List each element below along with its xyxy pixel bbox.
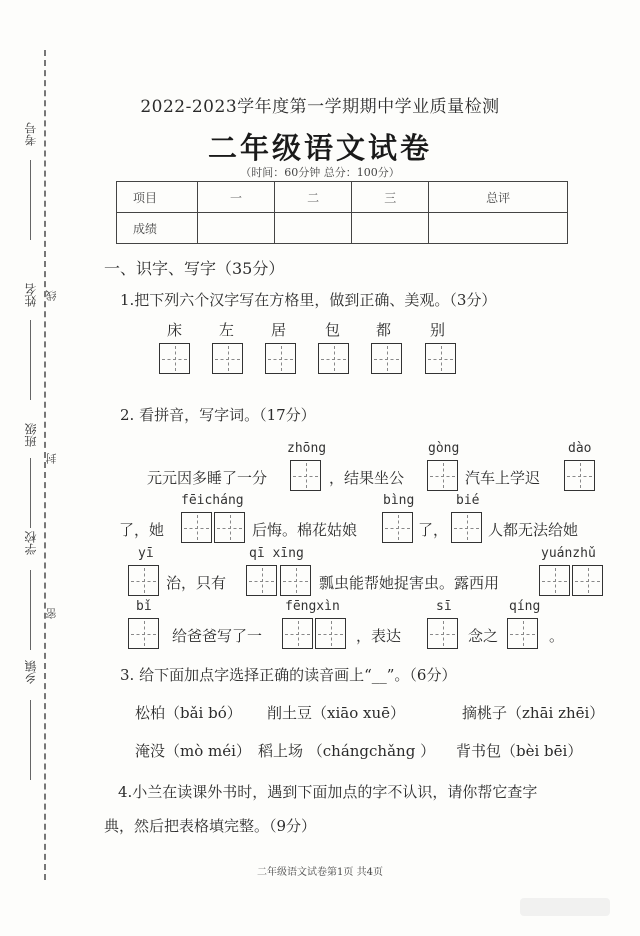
score-input-cell[interactable] (275, 213, 352, 244)
writing-grid-box[interactable] (159, 343, 190, 374)
q1-char: 都 (376, 321, 392, 339)
writing-grid-box[interactable] (246, 565, 277, 596)
q3-option: 稻上场 （chángchǎng ） (258, 742, 436, 760)
secret-mark: 密 (45, 608, 58, 619)
town-label: 乡镇 (24, 660, 38, 684)
pinyin-qing: qíng (509, 599, 541, 614)
q2-text: 汽车上学迟 (465, 469, 541, 487)
question-4-line1: 4.小兰在读课外书时，遇到下面加点的字不认识，请你帮它查字 (118, 783, 538, 801)
question-3: 3. 给下面加点字选择正确的读音画上“__”。（6分） (120, 666, 457, 684)
writing-grid-box[interactable] (507, 618, 538, 649)
q3-option: 摘桃子（zhāi zhēi） (462, 704, 605, 722)
writing-grid-box[interactable] (280, 565, 311, 596)
pinyin-feichang: fēicháng (181, 493, 244, 508)
watermark-blur (520, 898, 610, 916)
score-header-cell: 项目 (117, 182, 198, 213)
score-table-row (117, 213, 568, 244)
question-1: 1.把下列六个汉字写在方格里，做到正确、美观。（3分） (120, 291, 497, 309)
pinyin-gong: gòng (428, 441, 460, 456)
score-header-cell: 一 (198, 182, 275, 213)
writing-grid-box[interactable] (539, 565, 570, 596)
writing-grid-box[interactable] (382, 512, 413, 543)
line-mark: 线 (45, 290, 58, 301)
name-label: 姓名 (24, 283, 38, 307)
writing-grid-box[interactable] (181, 512, 212, 543)
writing-grid-box[interactable] (212, 343, 243, 374)
q1-char: 左 (219, 321, 235, 339)
pinyin-bi: bǐ (136, 599, 152, 614)
pinyin-bie: bié (456, 493, 480, 508)
q2-text: ，表达 (356, 627, 402, 645)
q1-char: 别 (430, 321, 446, 339)
name-rule (30, 320, 31, 400)
question-2: 2. 看拼音，写字词。（17分） (120, 406, 316, 424)
school-rule (30, 570, 31, 650)
page-footer: 二年级语文试卷第1页 共4页 (257, 867, 383, 878)
q2-text: 了， (418, 521, 449, 539)
pinyin-zhong: zhōng (287, 441, 327, 456)
q1-char: 居 (271, 321, 287, 339)
section-heading: 一、识字、写字（35分） (104, 259, 285, 278)
q2-text: 。 (549, 627, 565, 645)
class-label: 班级 (24, 423, 38, 447)
writing-grid-box[interactable] (128, 618, 159, 649)
class-rule (30, 458, 31, 528)
q2-text: ，结果坐公 (329, 469, 405, 487)
town-rule (30, 700, 31, 780)
time-info: （时间：60分钟 总分：100分） (240, 166, 400, 179)
q3-option: 淹没（mò méi） (135, 742, 251, 760)
q2-text: 治，只有 (166, 574, 227, 592)
exam-title: 二年级语文试卷 (207, 131, 432, 165)
q2-text: 元元因多睡了一分 (147, 469, 268, 487)
writing-grid-box[interactable] (427, 460, 458, 491)
writing-grid-box[interactable] (425, 343, 456, 374)
pinyin-si: sī (436, 599, 452, 614)
q2-text: 给爸爸写了一 (172, 627, 263, 645)
q2-text: 念之 (468, 627, 499, 645)
score-header-cell: 二 (275, 182, 352, 213)
score-header-cell: 三 (352, 182, 429, 213)
score-input-cell[interactable] (198, 213, 275, 244)
writing-grid-box[interactable] (315, 618, 346, 649)
writing-grid-box[interactable] (128, 565, 159, 596)
pinyin-fengxin: fēngxìn (285, 599, 340, 614)
writing-grid-box[interactable] (318, 343, 349, 374)
pinyin-qixing: qī xīng (249, 546, 304, 561)
exam-subtitle: 2022-2023学年度第一学期期中学业质量检测 (140, 97, 500, 117)
q1-char: 包 (325, 321, 341, 339)
writing-grid-box[interactable] (451, 512, 482, 543)
score-input-cell[interactable] (429, 213, 568, 244)
score-row-label: 成绩 (117, 213, 198, 244)
q2-text: 人都无法给她 (488, 521, 579, 539)
score-header-cell: 总评 (429, 182, 568, 213)
score-table-header-row (117, 182, 568, 213)
exam-number-label: 考号 (24, 122, 38, 146)
score-table (116, 181, 568, 244)
q2-text: 瓢虫能帮她捉害虫。露西用 (319, 574, 500, 592)
writing-grid-box[interactable] (290, 460, 321, 491)
q2-text: 后悔。棉花姑娘 (252, 521, 358, 539)
q3-option: 背书包（bèi bēi） (456, 742, 583, 760)
pinyin-bing: bìng (383, 493, 415, 508)
writing-grid-box[interactable] (572, 565, 603, 596)
writing-grid-box[interactable] (371, 343, 402, 374)
writing-grid-box[interactable] (564, 460, 595, 491)
pinyin-yi: yī (138, 546, 154, 561)
score-input-cell[interactable] (352, 213, 429, 244)
pinyin-yuanzhu: yuánzhǔ (541, 546, 596, 561)
q2-text: 了，她 (119, 521, 165, 539)
writing-grid-box[interactable] (214, 512, 245, 543)
q1-char: 床 (167, 321, 183, 339)
writing-grid-box[interactable] (427, 618, 458, 649)
question-4-line2: 典，然后把表格填完整。（9分） (104, 817, 317, 835)
seal-mark: 封 (45, 453, 58, 464)
writing-grid-box[interactable] (265, 343, 296, 374)
pinyin-dao: dào (568, 441, 592, 456)
school-label: 学校 (24, 531, 38, 555)
q3-option: 松柏（bǎi bó） (135, 704, 242, 722)
writing-grid-box[interactable] (282, 618, 313, 649)
q3-option: 削土豆（xiāo xuē） (267, 704, 405, 722)
